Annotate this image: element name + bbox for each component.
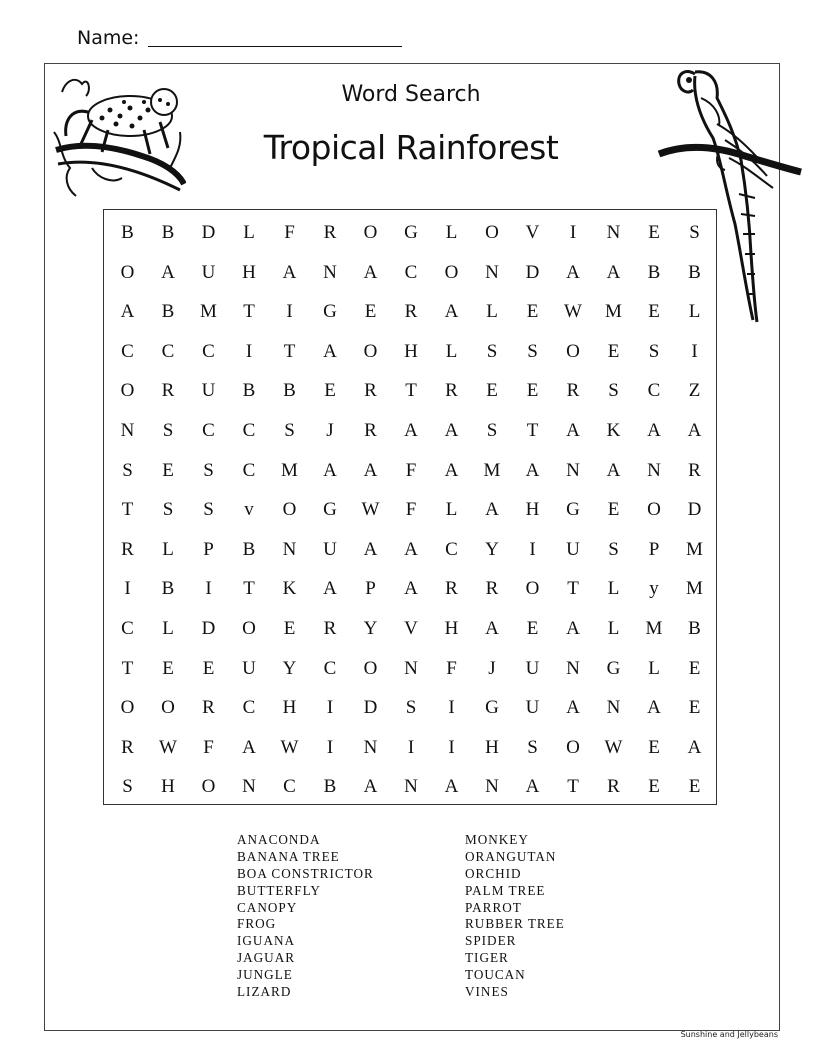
grid-letter[interactable]: H <box>282 697 298 719</box>
grid-letter[interactable]: B <box>283 380 297 402</box>
grid-letter[interactable]: C <box>161 340 176 362</box>
grid-letter[interactable]: E <box>688 657 702 679</box>
grid-letter[interactable]: A <box>566 261 581 283</box>
grid-letter[interactable]: L <box>445 340 459 362</box>
grid-letter[interactable]: E <box>688 776 702 798</box>
grid-letter[interactable]: A <box>363 538 379 560</box>
grid-letter[interactable]: R <box>323 222 338 243</box>
grid-letter[interactable]: R <box>364 420 378 441</box>
grid-row <box>104 291 716 331</box>
grid-letter[interactable]: R <box>607 776 621 798</box>
grid-letter[interactable]: F <box>203 736 215 758</box>
grid-letter[interactable]: v <box>244 499 255 521</box>
grid-letter[interactable]: S <box>486 420 499 441</box>
word-list-item: BOA CONSTRICTOR <box>237 865 374 881</box>
grid-letter[interactable]: B <box>161 301 176 323</box>
grid-letter[interactable]: E <box>648 301 661 323</box>
grid-letter[interactable]: N <box>647 459 662 481</box>
grid-letter[interactable]: U <box>525 657 541 679</box>
word-list-item: PARROT <box>465 899 522 915</box>
grid-letter[interactable]: I <box>245 340 254 362</box>
grid-letter[interactable]: M <box>483 459 502 481</box>
grid-letter[interactable]: V <box>404 618 419 639</box>
grid-letter[interactable]: H <box>525 499 541 521</box>
grid-letter[interactable]: C <box>202 420 216 441</box>
grid-letter[interactable]: I <box>326 697 335 719</box>
grid-letter[interactable]: C <box>121 618 135 639</box>
grid-letter[interactable]: F <box>405 459 418 481</box>
grid-letter[interactable]: A <box>282 261 298 283</box>
grid-letter[interactable]: H <box>161 776 176 798</box>
grid-letter[interactable]: G <box>566 499 581 521</box>
grid-letter[interactable]: T <box>567 776 580 798</box>
grid-letter[interactable]: A <box>363 459 379 481</box>
grid-letter[interactable]: A <box>404 538 419 560</box>
grid-letter[interactable]: E <box>364 301 378 323</box>
grid-letter[interactable]: S <box>162 499 175 521</box>
grid-letter[interactable]: T <box>567 578 580 600</box>
grid-letter[interactable]: E <box>526 301 540 323</box>
grid-letter[interactable]: H <box>485 736 500 758</box>
grid-letter[interactable]: A <box>323 459 338 481</box>
grid-letter[interactable]: I <box>529 538 537 560</box>
grid-letter[interactable]: N <box>242 776 257 798</box>
grid-letter[interactable]: G <box>404 222 419 243</box>
grid-letter[interactable]: E <box>648 776 661 798</box>
grid-letter[interactable]: R <box>445 578 459 600</box>
grid-letter[interactable]: A <box>647 697 662 719</box>
grid-letter[interactable]: E <box>283 618 297 639</box>
grid-letter[interactable]: E <box>526 618 540 639</box>
word-list-left <box>237 832 374 1001</box>
grid-letter[interactable]: U <box>201 261 217 283</box>
grid-letter[interactable]: O <box>647 499 662 521</box>
grid-letter[interactable]: R <box>323 618 338 639</box>
grid-letter[interactable]: R <box>566 380 581 402</box>
grid-letter[interactable]: K <box>606 420 622 441</box>
grid-letter[interactable]: O <box>120 380 136 402</box>
grid-letter[interactable]: A <box>363 776 379 798</box>
grid-row <box>104 608 716 648</box>
grid-letter[interactable]: C <box>445 538 459 560</box>
grid-letter[interactable]: M <box>605 301 623 323</box>
grid-letter[interactable]: A <box>485 618 500 639</box>
grid-letter[interactable]: L <box>486 301 499 323</box>
word-list-item: JAGUAR <box>237 950 296 966</box>
grid-letter[interactable]: C <box>202 340 216 362</box>
grid-letter[interactable]: E <box>202 657 216 679</box>
grid-letter[interactable]: N <box>606 222 622 243</box>
grid-letter[interactable]: M <box>281 459 299 481</box>
grid-letter[interactable]: S <box>608 380 620 402</box>
grid-letter[interactable]: N <box>566 459 581 481</box>
grid-letter[interactable]: C <box>121 340 135 362</box>
grid-letter[interactable]: A <box>120 301 136 323</box>
word-list-item: ORCHID <box>465 865 522 881</box>
grid-letter[interactable]: T <box>283 340 297 362</box>
grid-letter[interactable]: N <box>323 261 338 283</box>
grid-letter[interactable]: C <box>404 261 419 283</box>
grid-letter[interactable]: R <box>121 736 135 758</box>
grid-letter[interactable]: C <box>242 697 257 719</box>
grid-row <box>104 252 716 292</box>
grid-letter[interactable]: C <box>242 420 257 441</box>
grid-letter[interactable]: D <box>687 499 703 521</box>
word-list-item: VINES <box>465 984 509 1000</box>
grid-letter[interactable]: S <box>405 697 418 719</box>
credit-text: Sunshine and Jellybeans <box>680 1030 778 1039</box>
grid-letter[interactable]: O <box>120 261 136 283</box>
grid-letter[interactable]: A <box>444 776 460 798</box>
grid-letter[interactable]: A <box>444 420 460 441</box>
grid-letter[interactable]: F <box>284 222 296 243</box>
grid-letter[interactable]: U <box>566 538 581 560</box>
letter-grid <box>103 209 717 805</box>
grid-letter[interactable]: S <box>122 776 134 798</box>
grid-row <box>104 568 716 608</box>
grid-letter[interactable]: Y <box>282 657 298 679</box>
grid-letter[interactable]: T <box>121 657 135 679</box>
grid-letter[interactable]: L <box>445 499 459 521</box>
word-list-item: ORANGUTAN <box>465 848 557 864</box>
word-list-item: BUTTERFLY <box>237 882 321 898</box>
grid-letter[interactable]: A <box>404 578 419 600</box>
word-list-item: RUBBER TREE <box>465 916 565 932</box>
grid-letter[interactable]: A <box>242 736 257 758</box>
grid-letter[interactable]: A <box>161 261 176 283</box>
grid-letter[interactable]: A <box>363 261 379 283</box>
grid-letter[interactable]: W <box>280 736 300 758</box>
grid-letter[interactable]: L <box>607 578 621 600</box>
grid-letter[interactable]: A <box>525 459 541 481</box>
grid-letter[interactable]: L <box>162 538 175 560</box>
grid-letter[interactable]: C <box>323 657 338 679</box>
grid-letter[interactable]: D <box>201 618 217 639</box>
grid-letter[interactable]: O <box>485 222 500 243</box>
grid-letter[interactable]: B <box>647 261 662 283</box>
grid-letter[interactable]: S <box>486 340 499 362</box>
grid-letter[interactable]: S <box>689 222 701 243</box>
word-list-item: ANACONDA <box>237 832 321 847</box>
word-list-item: MONKEY <box>465 832 529 847</box>
grid-letter[interactable]: B <box>242 538 257 560</box>
grid-letter[interactable]: W <box>159 736 178 758</box>
grid-letter[interactable]: N <box>120 420 136 441</box>
grid-letter[interactable]: P <box>648 538 661 560</box>
grid-letter[interactable]: I <box>286 301 294 323</box>
grid-row <box>104 331 716 371</box>
grid-letter[interactable]: W <box>361 499 381 521</box>
grid-letter[interactable]: O <box>120 697 136 719</box>
grid-letter[interactable]: A <box>323 578 338 600</box>
grid-row <box>104 212 716 252</box>
grid-letter[interactable]: E <box>486 380 499 402</box>
word-list-item: SPIDER <box>465 933 517 949</box>
grid-letter[interactable]: T <box>243 301 256 323</box>
grid-letter[interactable]: R <box>202 697 216 719</box>
word-list-right <box>465 832 565 1001</box>
grid-letter[interactable]: A <box>525 776 541 798</box>
grid-letter[interactable]: G <box>323 499 338 521</box>
grid-row <box>104 727 716 767</box>
grid-letter[interactable]: U <box>525 697 541 719</box>
grid-letter[interactable]: E <box>162 459 175 481</box>
grid-letter[interactable]: N <box>485 776 500 798</box>
grid-letter[interactable]: Y <box>363 618 379 639</box>
grid-letter[interactable]: B <box>161 222 176 243</box>
grid-letter[interactable]: N <box>566 657 581 679</box>
word-list-item: FROG <box>237 916 277 932</box>
grid-letter[interactable]: C <box>647 380 662 402</box>
name-label: Name: <box>77 27 140 49</box>
grid-letter[interactable]: I <box>569 222 578 243</box>
grid-letter[interactable]: D <box>363 697 379 719</box>
grid-letter[interactable]: I <box>205 578 213 600</box>
grid-letter[interactable]: Z <box>688 380 702 402</box>
word-list-item: TIGER <box>465 950 509 966</box>
grid-letter[interactable]: L <box>607 618 621 639</box>
grid-letter[interactable]: N <box>606 697 622 719</box>
grid-letter[interactable]: L <box>688 301 702 323</box>
grid-letter[interactable]: y <box>649 578 660 600</box>
grid-letter[interactable]: Y <box>485 538 500 560</box>
grid-letter[interactable]: E <box>648 736 661 758</box>
grid-letter[interactable]: B <box>121 222 135 243</box>
grid-letter[interactable]: S <box>203 499 215 521</box>
grid-letter[interactable]: O <box>282 499 298 521</box>
grid-row <box>104 410 716 450</box>
grid-letter[interactable]: H <box>242 261 257 283</box>
grid-letter[interactable]: E <box>324 380 337 402</box>
grid-letter[interactable]: O <box>444 261 460 283</box>
grid-letter[interactable]: L <box>243 222 256 243</box>
grid-letter[interactable]: A <box>687 736 703 758</box>
grid-letter[interactable]: S <box>527 736 539 758</box>
grid-letter[interactable]: N <box>363 736 379 758</box>
grid-letter[interactable]: N <box>404 776 419 798</box>
grid-letter[interactable]: P <box>365 578 377 600</box>
grid-letter[interactable]: C <box>242 459 257 481</box>
grid-letter[interactable]: J <box>488 657 497 679</box>
word-list-item: BANANA TREE <box>237 848 340 864</box>
grid-letter[interactable]: A <box>687 420 703 441</box>
grid-letter[interactable]: S <box>648 340 661 362</box>
grid-letter[interactable]: S <box>162 420 175 441</box>
grid-letter[interactable]: N <box>404 657 419 679</box>
grid-letter[interactable]: B <box>323 776 338 798</box>
grid-row <box>104 489 716 529</box>
grid-letter[interactable]: T <box>405 380 418 402</box>
grid-letter[interactable]: G <box>323 301 338 323</box>
grid-letter[interactable]: H <box>444 618 460 639</box>
grid-letter[interactable]: O <box>201 776 217 798</box>
grid-letter[interactable]: V <box>525 222 541 243</box>
worksheet-subtitle: Word Search <box>341 82 481 107</box>
grid-letter[interactable]: K <box>282 578 298 600</box>
grid-letter[interactable]: N <box>485 261 500 283</box>
grid-letter[interactable]: O <box>363 340 379 362</box>
grid-letter[interactable]: I <box>407 736 416 758</box>
grid-letter[interactable]: R <box>161 380 176 402</box>
grid-letter[interactable]: I <box>691 340 699 362</box>
grid-letter[interactable]: L <box>445 222 459 243</box>
grid-row <box>104 648 716 688</box>
grid-letter[interactable]: A <box>566 420 581 441</box>
grid-letter[interactable]: U <box>201 380 217 402</box>
grid-letter[interactable]: S <box>122 459 134 481</box>
grid-letter[interactable]: R <box>364 380 378 402</box>
grid-letter[interactable]: M <box>645 618 664 639</box>
grid-letter[interactable]: O <box>161 697 176 719</box>
grid-letter[interactable]: D <box>201 222 217 243</box>
word-list-item: TOUCAN <box>465 967 526 983</box>
grid-letter[interactable]: O <box>363 657 379 679</box>
grid-letter[interactable]: T <box>121 499 135 521</box>
grid-letter[interactable]: R <box>688 459 702 481</box>
grid-letter[interactable]: E <box>607 340 621 362</box>
worksheet-title: Tropical Rainforest <box>263 128 559 167</box>
grid-letter[interactable]: I <box>448 697 456 719</box>
grid-letter[interactable]: M <box>686 578 704 600</box>
grid-letter[interactable]: G <box>606 657 622 679</box>
grid-letter[interactable]: A <box>444 301 460 323</box>
grid-letter[interactable]: U <box>242 657 257 679</box>
grid-letter[interactable]: I <box>448 736 456 758</box>
grid-letter[interactable]: D <box>525 261 541 283</box>
grid-letter[interactable]: L <box>162 618 175 639</box>
grid-letter[interactable]: A <box>566 618 581 639</box>
grid-letter[interactable]: E <box>162 657 175 679</box>
word-list-item: IGUANA <box>237 933 296 949</box>
grid-row <box>104 529 716 569</box>
grid-letter[interactable]: S <box>203 459 215 481</box>
word-list-item: JUNGLE <box>237 967 293 983</box>
grid-letter[interactable]: E <box>607 499 621 521</box>
grid-letter[interactable]: W <box>604 736 624 758</box>
grid-letter[interactable]: S <box>527 340 539 362</box>
grid-letter[interactable]: E <box>648 222 661 243</box>
grid-letter[interactable]: A <box>606 261 622 283</box>
grid-letter[interactable]: E <box>688 697 702 719</box>
grid-letter[interactable]: A <box>606 459 622 481</box>
grid-letter[interactable]: O <box>566 736 581 758</box>
grid-letter[interactable]: M <box>686 538 704 560</box>
grid-letter[interactable]: L <box>648 657 661 679</box>
grid-letter[interactable]: J <box>326 420 335 441</box>
grid-letter[interactable]: S <box>608 538 620 560</box>
grid-letter[interactable]: U <box>323 538 338 560</box>
grid-letter[interactable]: A <box>323 340 338 362</box>
grid-letter[interactable]: E <box>526 380 540 402</box>
grid-letter[interactable]: F <box>405 499 418 521</box>
grid-letter[interactable]: G <box>485 697 500 719</box>
grid-letter[interactable]: O <box>363 222 379 243</box>
grid-row <box>104 766 716 806</box>
grid-letter[interactable]: R <box>485 578 500 600</box>
grid-letter[interactable]: O <box>242 618 257 639</box>
grid-letter[interactable]: A <box>485 499 500 521</box>
word-list-item: CANOPY <box>237 899 298 915</box>
word-list-item: PALM TREE <box>465 882 546 898</box>
grid-letter[interactable]: P <box>203 538 215 560</box>
grid-letter[interactable]: T <box>526 420 540 441</box>
grid-letter[interactable]: M <box>200 301 218 323</box>
grid-letter[interactable]: A <box>566 697 581 719</box>
grid-letter[interactable]: A <box>647 420 662 441</box>
word-list-item: LIZARD <box>237 984 292 1000</box>
grid-letter[interactable]: H <box>404 340 419 362</box>
grid-letter[interactable]: I <box>124 578 132 600</box>
grid-letter[interactable]: S <box>284 420 296 441</box>
grid-letter[interactable]: B <box>688 618 702 639</box>
grid-letter[interactable]: R <box>121 538 135 560</box>
grid-row <box>104 450 716 490</box>
grid-letter[interactable]: T <box>243 578 256 600</box>
grid-letter[interactable]: R <box>404 301 419 323</box>
grid-letter[interactable]: F <box>446 657 458 679</box>
grid-letter[interactable]: B <box>688 261 702 283</box>
grid-letter[interactable]: O <box>525 578 541 600</box>
grid-row <box>104 370 716 410</box>
grid-row <box>104 687 716 727</box>
grid-letter[interactable]: O <box>566 340 581 362</box>
grid-letter[interactable]: W <box>564 301 583 323</box>
grid-letter[interactable]: N <box>282 538 298 560</box>
name-field[interactable] <box>148 46 402 47</box>
grid-letter[interactable]: A <box>404 420 419 441</box>
grid-letter[interactable]: C <box>283 776 297 798</box>
grid-letter[interactable]: R <box>445 380 459 402</box>
grid-letter[interactable]: B <box>161 578 176 600</box>
grid-letter[interactable]: B <box>242 380 257 402</box>
grid-letter[interactable]: I <box>326 736 335 758</box>
grid-letter[interactable]: A <box>444 459 460 481</box>
